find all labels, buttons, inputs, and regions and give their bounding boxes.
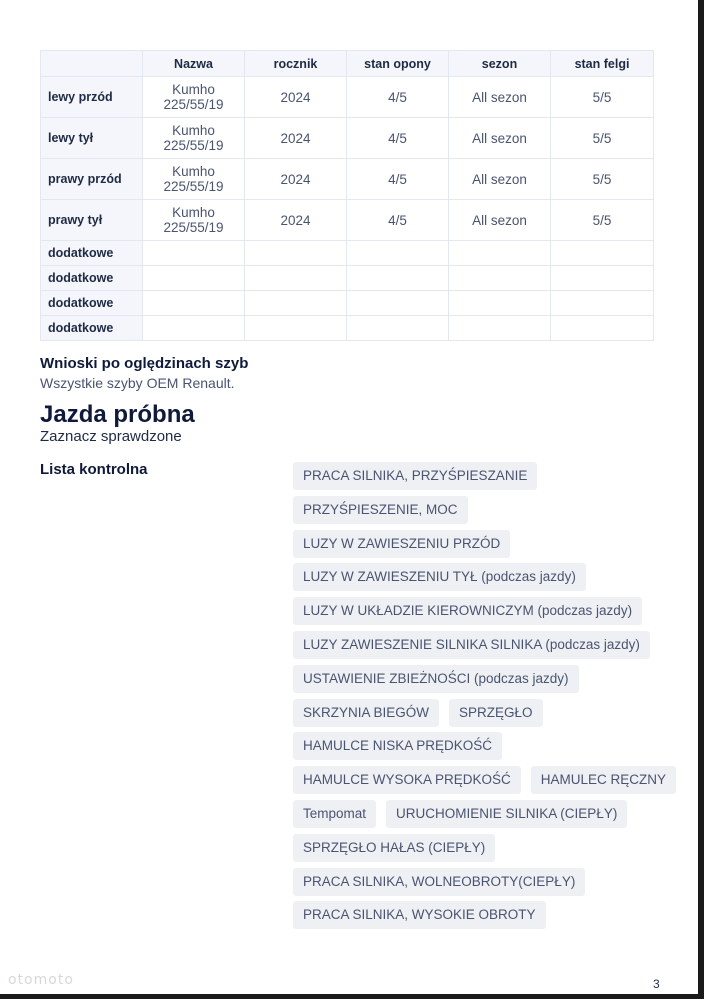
checklist-chip[interactable]: LUZY ZAWIESZENIE SILNIKA SILNIKA (podczas jazdy)	[293, 631, 650, 659]
checklist-row	[293, 530, 673, 558]
empty-cell	[347, 266, 449, 291]
test-drive-heading: Jazda próbna	[40, 401, 195, 428]
checklist-chip[interactable]: PRACA SILNIKA, PRZYŚPIESZANIE	[293, 462, 537, 490]
checklist-chip[interactable]: PRZYŚPIESZENIE, MOC	[293, 496, 468, 524]
checklist-row	[293, 766, 673, 794]
empty-cell	[143, 241, 245, 266]
empty-cell	[551, 316, 654, 341]
tire-table	[40, 50, 654, 341]
checklist-row	[293, 868, 673, 896]
windows-heading: Wnioski po oględzinach szyb	[40, 355, 249, 372]
empty-cell	[449, 291, 551, 316]
header-cell-tire-condition: stan opony	[347, 51, 449, 77]
season-cell: All sezon	[449, 118, 551, 159]
year-cell: 2024	[245, 159, 347, 200]
table-row-extra	[41, 241, 654, 266]
empty-cell	[143, 291, 245, 316]
checklist-chip[interactable]: PRACA SILNIKA, WOLNEOBROTY(CIEPŁY)	[293, 868, 585, 896]
empty-cell	[449, 241, 551, 266]
checklist-chip[interactable]: SPRZĘGŁO	[449, 699, 543, 727]
page-edge-bottom	[0, 994, 704, 999]
header-cell-season: sezon	[449, 51, 551, 77]
table-row	[41, 200, 654, 241]
checklist-chip[interactable]: HAMULCE WYSOKA PRĘDKOŚĆ	[293, 766, 521, 794]
tire-size: 225/55/19	[163, 179, 224, 194]
tire-name-cell	[143, 159, 245, 200]
tire-name-cell	[143, 200, 245, 241]
tire-size: 225/55/19	[163, 138, 224, 153]
tire-condition-cell: 4/5	[347, 118, 449, 159]
checklist-chip[interactable]: LUZY W ZAWIESZENIU TYŁ (podczas jazdy)	[293, 563, 586, 591]
empty-cell	[347, 241, 449, 266]
empty-cell	[551, 266, 654, 291]
checklist-chip[interactable]: SPRZĘGŁO HAŁAS (CIEPŁY)	[293, 834, 495, 862]
row-label: prawy przód	[41, 159, 143, 200]
checklist-row	[293, 665, 673, 693]
row-label: prawy tył	[41, 200, 143, 241]
checklist-row	[293, 496, 673, 524]
empty-cell	[347, 291, 449, 316]
checklist-chip[interactable]: SKRZYNIA BIEGÓW	[293, 699, 439, 727]
row-label: dodatkowe	[41, 241, 143, 266]
tire-name-cell	[143, 118, 245, 159]
page-edge-right	[698, 0, 704, 999]
tire-size: 225/55/19	[163, 220, 224, 235]
year-cell: 2024	[245, 118, 347, 159]
checklist-chip[interactable]: PRACA SILNIKA, WYSOKIE OBROTY	[293, 901, 546, 929]
table-row	[41, 159, 654, 200]
row-label: dodatkowe	[41, 291, 143, 316]
checklist-chip[interactable]: LUZY W UKŁADZIE KIEROWNICZYM (podczas jazdy)	[293, 597, 642, 625]
empty-cell	[347, 316, 449, 341]
header-cell-empty	[41, 51, 143, 77]
empty-cell	[245, 266, 347, 291]
header-cell-rim-condition: stan felgi	[551, 51, 654, 77]
rim-condition-cell: 5/5	[551, 77, 654, 118]
empty-cell	[551, 291, 654, 316]
checklist-chip[interactable]: HAMULEC RĘCZNY	[531, 766, 676, 794]
checklist-heading: Lista kontrolna	[40, 461, 148, 478]
windows-text: Wszystkie szyby OEM Renault.	[40, 375, 235, 391]
table-row	[41, 77, 654, 118]
tire-size: 225/55/19	[163, 97, 224, 112]
checklist-row	[293, 699, 673, 727]
header-cell-name: Nazwa	[143, 51, 245, 77]
checklist-chip[interactable]: USTAWIENIE ZBIEŻNOŚCI (podczas jazdy)	[293, 665, 579, 693]
header-cell-year: rocznik	[245, 51, 347, 77]
season-cell: All sezon	[449, 159, 551, 200]
tire-name-cell	[143, 77, 245, 118]
empty-cell	[143, 266, 245, 291]
checklist-row	[293, 834, 673, 862]
checklist-chip[interactable]: HAMULCE NISKA PRĘDKOŚĆ	[293, 732, 502, 760]
tire-condition-cell: 4/5	[347, 159, 449, 200]
row-label: lewy przód	[41, 77, 143, 118]
rim-condition-cell: 5/5	[551, 200, 654, 241]
page-number: 3	[653, 977, 660, 991]
table-row-extra	[41, 266, 654, 291]
checklist-row	[293, 563, 673, 591]
empty-cell	[449, 316, 551, 341]
empty-cell	[245, 316, 347, 341]
checklist-chip[interactable]: LUZY W ZAWIESZENIU PRZÓD	[293, 530, 510, 558]
checklist	[293, 462, 673, 935]
watermark: otomoto	[8, 972, 74, 988]
table-row	[41, 118, 654, 159]
empty-cell	[449, 266, 551, 291]
checklist-chip[interactable]: URUCHOMIENIE SILNIKA (CIEPŁY)	[386, 800, 627, 828]
tire-brand: Kumho	[172, 123, 215, 138]
row-label: dodatkowe	[41, 266, 143, 291]
checklist-row	[293, 732, 673, 760]
checklist-row	[293, 631, 673, 659]
checklist-row	[293, 597, 673, 625]
season-cell: All sezon	[449, 200, 551, 241]
empty-cell	[143, 316, 245, 341]
table-row-extra	[41, 316, 654, 341]
checklist-row	[293, 462, 673, 490]
empty-cell	[245, 291, 347, 316]
tire-brand: Kumho	[172, 205, 215, 220]
test-drive-subheading: Zaznacz sprawdzone	[40, 428, 182, 445]
rim-condition-cell: 5/5	[551, 118, 654, 159]
year-cell: 2024	[245, 77, 347, 118]
row-label: lewy tył	[41, 118, 143, 159]
tire-table-header-row	[41, 51, 654, 77]
tire-brand: Kumho	[172, 164, 215, 179]
tire-condition-cell: 4/5	[347, 200, 449, 241]
tire-condition-cell: 4/5	[347, 77, 449, 118]
table-row-extra	[41, 291, 654, 316]
checklist-chip[interactable]: Tempomat	[293, 800, 376, 828]
empty-cell	[551, 241, 654, 266]
rim-condition-cell: 5/5	[551, 159, 654, 200]
row-label: dodatkowe	[41, 316, 143, 341]
season-cell: All sezon	[449, 77, 551, 118]
year-cell: 2024	[245, 200, 347, 241]
checklist-row	[293, 800, 673, 828]
tire-brand: Kumho	[172, 82, 215, 97]
empty-cell	[245, 241, 347, 266]
checklist-row	[293, 901, 673, 929]
